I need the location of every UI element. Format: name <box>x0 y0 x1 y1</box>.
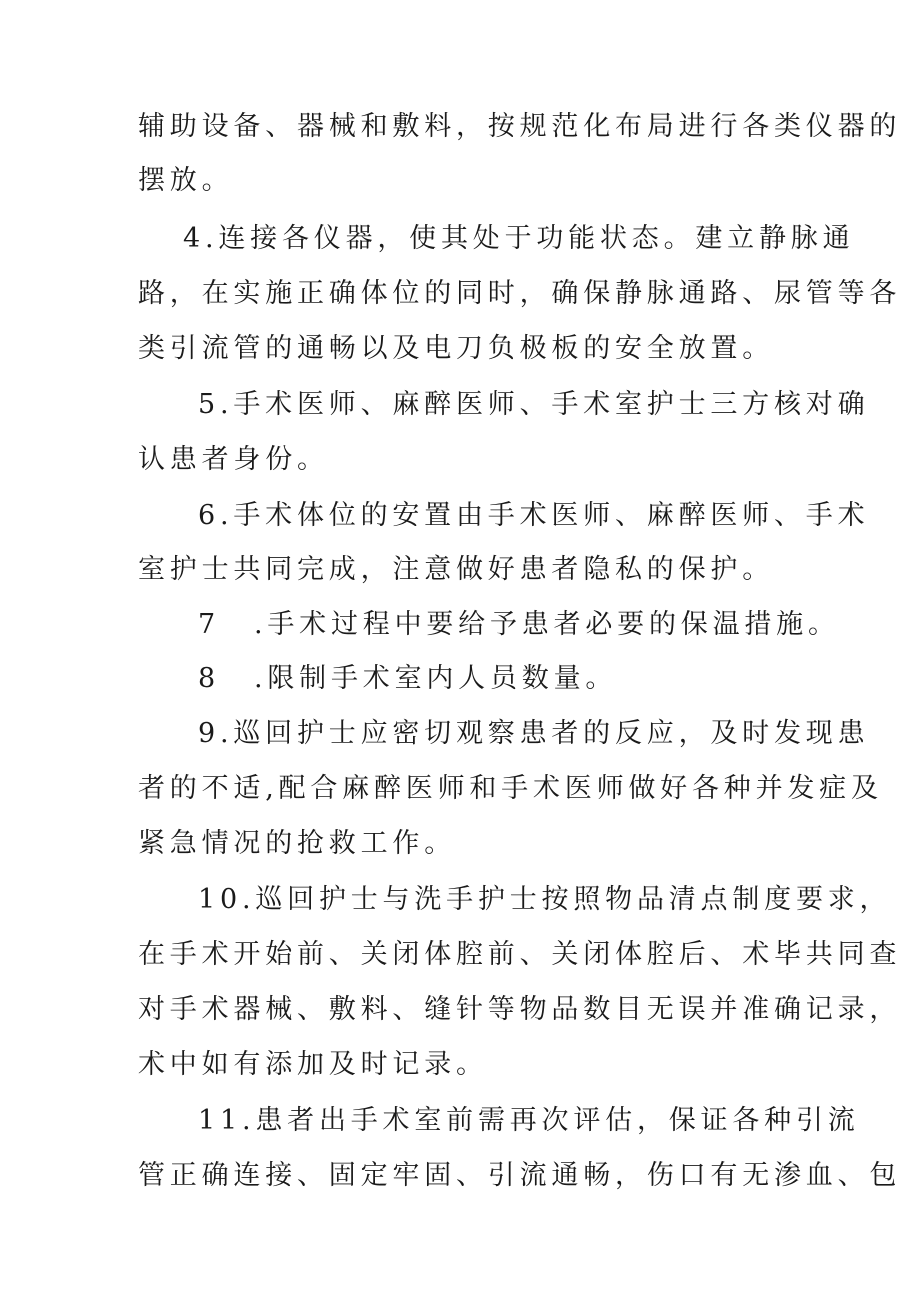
list-item-9 <box>198 720 869 747</box>
line-text: 在手术开始前、关闭体腔前、关闭体腔后、术毕共同查 <box>138 939 902 970</box>
item-number: 7 <box>198 609 220 640</box>
text-line <box>138 1051 488 1078</box>
list-item-4 <box>183 225 854 252</box>
text-line <box>138 113 901 140</box>
text-line <box>138 167 233 194</box>
text-line <box>138 556 774 583</box>
line-text: 认患者身份。 <box>138 444 329 475</box>
line-text: .手术体位的安置由手术医师、麻醉医师、手术 <box>219 500 870 531</box>
item-number: 5 <box>198 389 220 420</box>
line-text: 者的不适,配合麻醉医师和手术医师做好各种并发症及 <box>138 773 883 804</box>
list-item-7 <box>198 611 840 638</box>
text-line <box>138 996 901 1023</box>
list-item-8 <box>198 665 617 692</box>
item-number: 4 <box>183 223 205 254</box>
line-text: 路，在实施正确体位的同时，确保静脉通路、尿管等各 <box>138 278 902 309</box>
line-text: .限制手术室内人员数量。 <box>254 663 618 694</box>
line-text: .手术过程中要给予患者必要的保温措施。 <box>254 609 840 640</box>
text-line <box>138 941 901 968</box>
list-item-6 <box>198 502 869 529</box>
item-number: 6 <box>198 500 220 531</box>
text-line <box>138 830 456 857</box>
line-text: 紧急情况的抢救工作。 <box>138 828 456 859</box>
line-text: 术中如有添加及时记录。 <box>138 1049 488 1080</box>
text-line <box>138 775 883 802</box>
line-text: 类引流管的通畅以及电刀负极板的安全放置。 <box>138 333 774 364</box>
line-text: .连接各仪器，使其处于功能状态。建立静脉通 <box>204 223 855 254</box>
text-line <box>138 280 901 307</box>
line-text: .巡回护士应密切观察患者的反应，及时发现患 <box>219 718 870 749</box>
line-text: 管正确连接、固定牢固、引流通畅，伤口有无渗血、包 <box>138 1160 902 1191</box>
line-text: .患者出手术室前需再次评估，保证各种引流 <box>241 1105 860 1136</box>
list-item-10 <box>198 886 891 913</box>
item-number: 11 <box>198 1105 242 1136</box>
item-number: 10 <box>198 884 242 915</box>
line-text: 对手术器械、敷料、缝针等物品数目无误并准确记录， <box>138 994 902 1025</box>
list-item-5 <box>198 391 869 418</box>
line-text: .巡回护士与洗手护士按照物品清点制度要求， <box>241 884 892 915</box>
text-line <box>138 335 774 362</box>
line-text: 摆放。 <box>138 165 234 196</box>
item-number: 9 <box>198 718 220 749</box>
line-text: 辅助设备、器械和敷料，按规范化布局进行各类仪器的 <box>138 111 902 142</box>
text-line <box>138 1162 901 1189</box>
item-number: 8 <box>198 663 220 694</box>
line-text: .手术医师、麻醉医师、手术室护士三方核对确 <box>219 389 870 420</box>
text-line <box>138 446 329 473</box>
line-text: 室护士共同完成，注意做好患者隐私的保护。 <box>138 554 774 585</box>
list-item-11 <box>198 1107 860 1134</box>
